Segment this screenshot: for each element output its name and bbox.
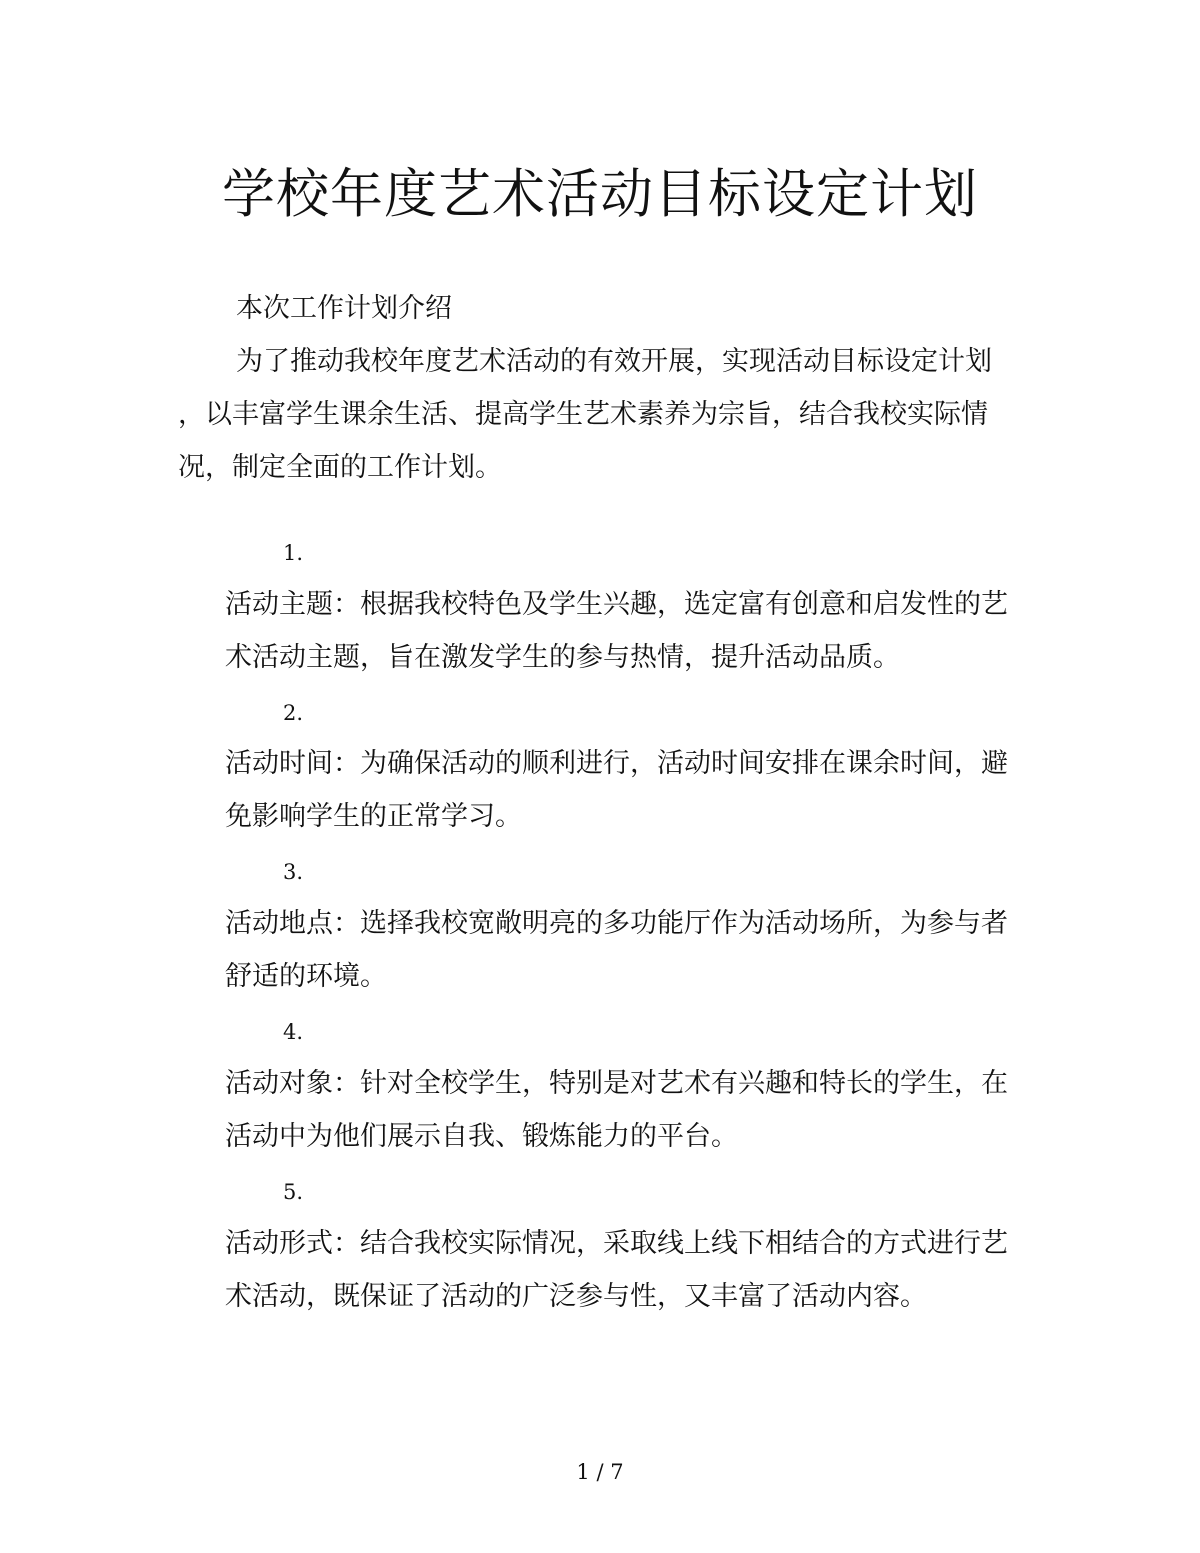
item-line: 活动中为他们展示自我、锻炼能力的平台。	[225, 1121, 738, 1152]
item-number: 5.	[283, 1180, 304, 1204]
item-number: 2.	[283, 701, 304, 725]
item-line: 活动时间：为确保活动的顺利进行，活动时间安排在课余时间，避	[225, 748, 1008, 779]
item-line: 术活动主题，旨在激发学生的参与热情，提升活动品质。	[225, 642, 900, 673]
item-number: 3.	[283, 860, 304, 884]
document-title: 学校年度艺术活动目标设定计划	[222, 164, 978, 225]
item-line: 舒适的环境。	[225, 961, 387, 992]
item-line: 活动对象：针对全校学生，特别是对艺术有兴趣和特长的学生，在	[225, 1068, 1008, 1099]
item-line: 免影响学生的正常学习。	[225, 801, 522, 832]
item-line: 活动主题：根据我校特色及学生兴趣，选定富有创意和启发性的艺	[225, 589, 1008, 620]
item-line: 活动形式：结合我校实际情况，采取线上线下相结合的方式进行艺	[225, 1228, 1008, 1259]
item-number: 1.	[283, 541, 304, 565]
item-line: 活动地点：选择我校宽敞明亮的多功能厅作为活动场所，为参与者	[225, 908, 1008, 939]
intro-line-1: 为了推动我校年度艺术活动的有效开展，实现活动目标设定计划	[236, 346, 992, 377]
section-heading: 本次工作计划介绍	[236, 293, 452, 324]
intro-line-2: ，以丰富学生课余生活、提高学生艺术素养为宗旨，结合我校实际情	[178, 399, 988, 430]
item-line: 术活动，既保证了活动的广泛参与性，又丰富了活动内容。	[225, 1281, 927, 1312]
intro-line-3: 况，制定全面的工作计划。	[178, 452, 502, 483]
item-number: 4.	[283, 1020, 304, 1044]
page-number: 1 / 7	[576, 1460, 624, 1484]
